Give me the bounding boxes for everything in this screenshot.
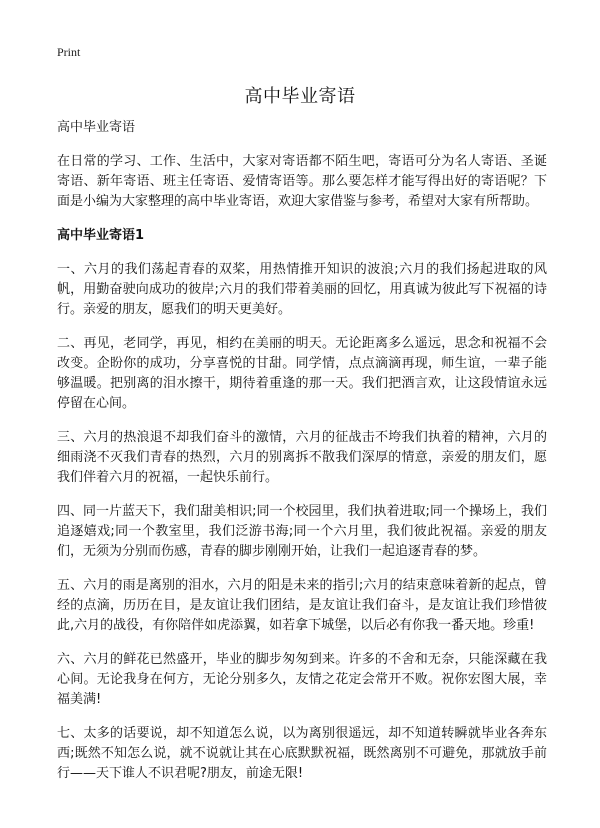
- paragraph-3: 三、六月的热浪退不却我们奋斗的激情，六月的征战击不垮我们执着的精神，六月的细雨浇不灭我们青春的热烈，六月的别离拆不散我们深厚的情意，亲爱的朋友们，愿我们伴着六月的祝福，一起快乐前行。: [57, 430, 547, 485]
- paragraph-6: 六、六月的鲜花已然盛开，毕业的脚步匆匆到来。许多的不舍和无奈，只能深藏在我心间。无论我身在何方，无论分别多久，友情之花定会常开不败。祝你宏图大展，幸福美满!: [57, 652, 547, 707]
- article-body: [57, 118, 547, 798]
- paragraph-5: 五、六月的雨是离别的泪水，六月的阳是未来的指引;六月的结束意味着新的起点，曾经的点滴，历历在目，是友谊让我们团结，是友谊让我们奋斗，是友谊让我们珍惜彼此,六月的战役，有你陪伴如虎添翼，如若拿下城堡，以后必有你我一番天地。珍重!: [57, 578, 547, 633]
- paragraph-1: 一、六月的我们荡起青春的双桨，用热情推开知识的波浪;六月的我们扬起进取的风帆，用勤奋驶向成功的彼岸;六月的我们带着美丽的回忆，用真诚为彼此写下祝福的诗行。亲爱的朋友，愿我们的明天更美好。: [57, 262, 547, 317]
- page-title: 高中毕业寄语: [244, 86, 356, 107]
- section-heading: 高中毕业寄语1: [57, 228, 145, 243]
- paragraph-7: 七、太多的话要说，却不知道怎么说，以为离别很遥远，却不知道转瞬就毕业各奔东西;既然不知怎么说，就不说就让其在心底默默祝福，既然离别不可避免，那就放手前行——天下谁人不识君呢?朋友，前途无限!: [57, 726, 547, 781]
- paragraph-4: 四、同一片蓝天下，我们甜美相识;同一个校园里，我们执着进取;同一个操场上，我们追逐嬉戏;同一个教室里，我们泛游书海;同一个六月里，我们彼此祝福。亲爱的朋友们，无须为分别而伤感，青春的脚步刚刚开始，让我们一起追逐青春的梦。: [57, 504, 547, 559]
- article-subtitle: 高中毕业寄语: [57, 120, 136, 135]
- intro-paragraph: 在日常的学习、工作、生活中，大家对寄语都不陌生吧，寄语可分为名人寄语、圣诞寄语、新年寄语、班主任寄语、爱情寄语等。那么要怎样才能写得出好的寄语呢？下面是小编为大家整理的高中毕业寄语，欢迎大家借鉴与参考，希望对大家有所帮助。: [57, 154, 547, 209]
- print-link[interactable]: Print: [57, 45, 81, 59]
- paragraph-2: 二、再见，老同学，再见，相约在美丽的明天。无论距离多么遥远，思念和祝福不会改变。企盼你的成功，分享喜悦的甘甜。同学情，点点滴滴再现，师生谊，一辈子能够温暖。把别离的泪水擦干，期待着重逢的那一天。我们把酒言欢，让这段情谊永远停留在心间。: [57, 336, 547, 411]
